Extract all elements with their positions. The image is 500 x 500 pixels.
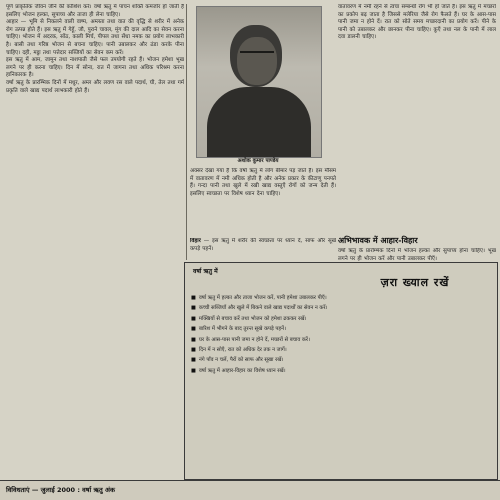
bullet-icon: ■: [191, 367, 196, 374]
page-footer: [0, 480, 500, 500]
tip-text: नंगे पाँव न चलें, पैरों को साफ और सूखा रखें।: [198, 357, 284, 364]
right-section-paragraph: वर्षा ऋतु के प्रारम्भिक दिनों में भोजन हल्का और सुपाच्य होना चाहिए। भूख लगने पर ही भोजन करें और पानी उबालकर पीएँ।: [338, 248, 496, 262]
bullet-icon: ■: [191, 357, 196, 364]
right-paragraph: वातावरण में नमी रहने से त्वचा सम्बन्धी रोग भी हो जाते हैं। इस ऋतु में मच्छरों का प्रकोप बढ़ जाता है जिससे मलेरिया जैसे रोग फैलते हैं। घर के आस-पास पानी जमा न होने दें। रात को सोते समय मच्छरदानी का प्रयोग करें। पीने के पानी को उबालकर और छानकर पीना चाहिए। कुएँ तथा नल के पानी में लाल दवा डालनी चाहिए।: [338, 4, 496, 41]
tip-item: [191, 368, 491, 375]
left-paragraph-2: आहार — भूमि से निकलने वाली वाष्प, अम्लता तथा वात की वृद्धि से शरीर में अनेक रोग उत्पन्न होते हैं। इस ऋतु में गेहूँ, जौ, पुराने चावल, मूंग की दाल आदि का सेवन करना चाहिए। भोजन में अदरक, सोंठ, काली मिर्च, पीपल तथा सेंधा नमक का प्रयोग लाभकारी है। बासी तथा गरिष्ठ भोजन से बचना चाहिए। पानी उबालकर और ठंडा करके पीना चाहिए। दही, मट्ठा तथा पत्तेदार सब्जियों का सेवन कम करें।: [6, 19, 184, 56]
photo-face: [237, 37, 277, 85]
tip-item: [191, 347, 491, 354]
left-paragraph-3: इस ऋतु में आम, जामुन तथा नाशपाती जैसे फल उपयोगी रहते हैं। भोजन हमेशा भूख लगने पर ही करना चाहिए। दिन में सोना, रात में जागना तथा अधिक परिश्रम करना हानिकारक है।: [6, 57, 184, 79]
middle-article-text: [190, 168, 336, 236]
bullet-icon: ■: [191, 295, 196, 301]
tip-item: [191, 316, 491, 323]
left-paragraph-1: पूर्ण प्राकृतिक जीवन जीने की कोशिश करें। वर्षा ऋतु में पाचन शक्ति कमजोर हो जाती है इसलिए भोजन हल्का, सुपाच्य और ताजा ही लेना चाहिए।: [6, 4, 184, 18]
author-photo: [196, 6, 322, 158]
right-article-column: [338, 4, 496, 234]
tip-item: [191, 295, 491, 302]
tip-text: बारिश में भीगने के बाद तुरन्त सूखे कपड़े पहनें।: [198, 326, 286, 333]
tip-item: [191, 305, 491, 312]
middle-sub-text: — इस ऋतु में शरीर की स्वच्छता पर ध्यान दें, साफ और सूखे कपड़े पहनें।: [190, 238, 336, 252]
tips-box: [184, 262, 498, 480]
photo-brow: [240, 51, 274, 60]
right-section-heading: अभिभावक में आहार-विहार: [338, 236, 418, 245]
left-article-column: [6, 4, 184, 482]
left-paragraph-4: वर्षा ऋतु के प्रारम्भिक दिनों में मधुर, अम्ल और लवण रस वाले पदार्थ, घी, तेल तथा गर्म प्रकृति वाले खाद्य पदार्थ लाभकारी होते हैं।: [6, 79, 184, 94]
footer-text: विविधताएं — जुलाई 2000 : वर्षा ऋतु अंक: [6, 486, 115, 494]
tip-text: घर के आस-पास पानी जमा न होने दें, मच्छरों से बचाव करें।: [198, 336, 310, 343]
tip-text: दिन में न सोएँ, रात को अधिक देर तक न जागें।: [198, 347, 287, 354]
bullet-icon: ■: [191, 336, 196, 343]
tip-text: मक्खियों से बचाव करें तथा भोजन को हमेशा ढककर रखें।: [198, 315, 307, 322]
photo-shoulders: [207, 87, 311, 157]
column-divider: [186, 4, 187, 260]
middle-subsection: [190, 238, 336, 258]
bullet-icon: ■: [191, 315, 196, 322]
bullet-icon: ■: [191, 305, 196, 312]
middle-sub-label: विहार: [190, 238, 201, 244]
tip-item: [191, 357, 491, 364]
tips-box-title: ज़रा ख्याल रखें: [380, 276, 450, 289]
tip-text: वर्षा ऋतु में आहार-विहार का विशेष ध्यान रखें।: [198, 367, 286, 374]
tip-text: वर्षा ऋतु में हल्का और ताजा भोजन करें, पानी हमेशा उबालकर पीएँ।: [198, 295, 327, 301]
tip-item: [191, 337, 491, 344]
tips-list: [191, 295, 491, 378]
bullet-icon: ■: [191, 326, 196, 333]
tips-box-label: वर्षा ऋतु में: [193, 268, 218, 275]
tip-text: कच्ची सब्जियाँ और खुले में बिकने वाले खाद्य पदार्थों का सेवन न करें।: [198, 305, 328, 312]
bullet-icon: ■: [191, 347, 196, 354]
middle-paragraph: अक्सर देखा गया है कि वर्षा ऋतु में लोग बीमार पड़ जाते हैं। इस मौसम में वातावरण में नमी अधिक होती है और अनेक प्रकार के कीटाणु पनपते हैं। गन्दा पानी तथा खुले में रखी खाद्य वस्तुएँ रोगों को जन्म देती हैं। इसलिए स्वच्छता पर विशेष ध्यान देना चाहिए।: [190, 168, 336, 197]
photo-caption: अशोक कुमार पाण्डेय: [237, 158, 279, 164]
middle-sub-paragraph: [190, 238, 336, 253]
tip-item: [191, 326, 491, 333]
